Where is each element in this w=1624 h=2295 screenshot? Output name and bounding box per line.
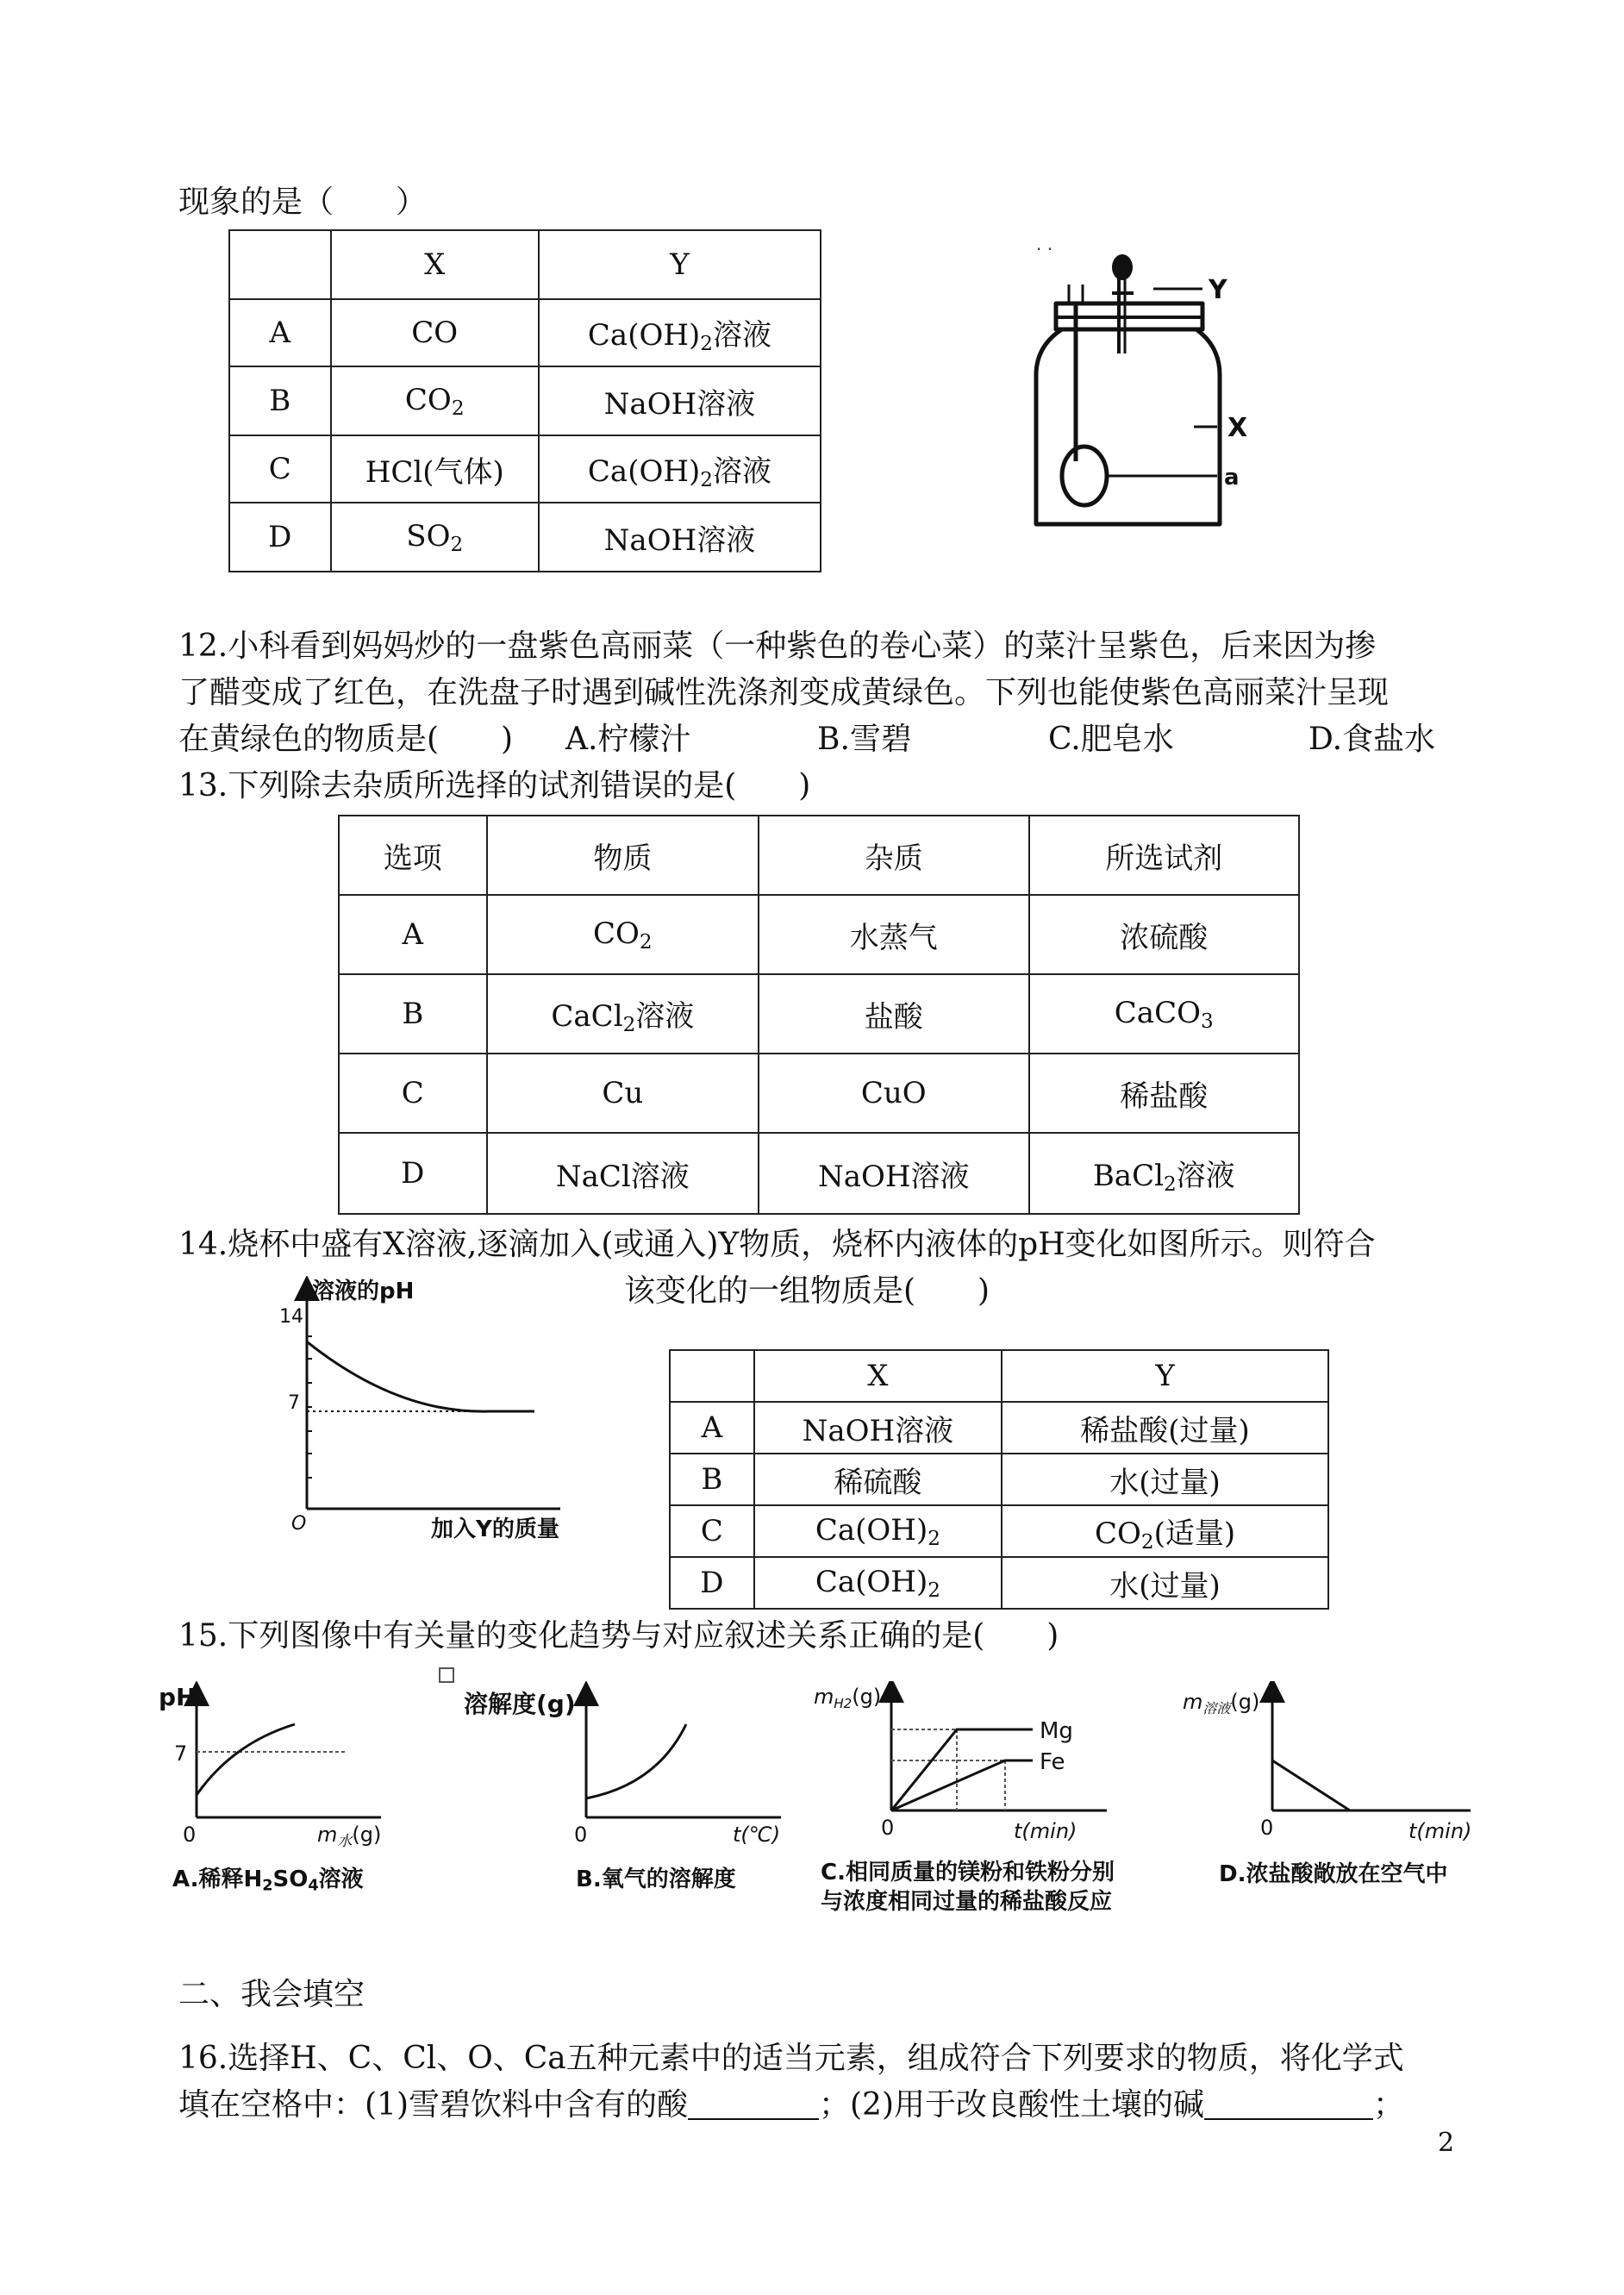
scan-artifact-box	[439, 1667, 454, 1683]
q14-row-a-y: 稀盐酸(过量)	[1002, 1402, 1328, 1454]
q15a-ylabel: pH	[159, 1683, 197, 1711]
q11-row-c-x: HCl(气体)	[331, 435, 539, 503]
q13-row-a-substance	[487, 895, 759, 974]
formula-main: SO	[406, 518, 451, 553]
q15a-tick-7: 7	[174, 1742, 188, 1766]
formula-sub: 2	[928, 1579, 940, 1602]
formula-tail: 溶液	[712, 317, 771, 353]
q14-row-b-y: 水(过量)	[1002, 1454, 1328, 1505]
q15c-caption-line-2: 与浓度相同过量的稀盐酸反应	[821, 1889, 1113, 1915]
q15a-xlabel: $m_水(g)$	[317, 1823, 382, 1850]
formula-sub: 2	[928, 1527, 940, 1550]
q15a-caption: A.稀释$H_2SO_4$溶液	[172, 1867, 364, 1895]
q15d-xlabel: t(min)	[1409, 1819, 1472, 1843]
q16-answer-blank-2[interactable]	[1204, 2089, 1373, 2120]
q13-row-d-impurity: NaOH溶液	[759, 1133, 1028, 1214]
q15d-origin: 0	[1260, 1816, 1274, 1840]
q11-row-d-x	[331, 503, 539, 572]
q12-option-a: A.柠檬汁	[565, 722, 691, 757]
q14-row-c-y	[1002, 1505, 1328, 1557]
q13-row-b-impurity: 盐酸	[759, 974, 1028, 1054]
q16-line-1: 16.选择H、C、Cl、O、Ca五种元素中的适当元素，组成符合下列要求的物质，将化学式	[178, 2041, 1404, 2076]
q13-row-a-impurity: 水蒸气	[759, 895, 1028, 974]
formula-sub: 3	[1200, 1010, 1214, 1033]
formula-main: CO	[404, 382, 452, 417]
formula-sub: 2	[622, 1013, 636, 1036]
q12-option-c: C.肥皂水	[1048, 722, 1174, 757]
q13-row-c-opt: C	[339, 1054, 487, 1133]
q13-row-c-impurity: CuO	[759, 1054, 1028, 1133]
q14-row-b-opt: B	[670, 1454, 754, 1505]
q11-row-c-y	[539, 435, 821, 503]
balloon-a	[1062, 447, 1107, 505]
formula-sub: 2	[700, 332, 713, 355]
q14-chart-xlabel: 加入Y的质量	[431, 1516, 559, 1542]
q14-ph-curve	[307, 1341, 534, 1411]
formula-sub: 2	[450, 533, 464, 556]
formula-main: Ca(OH)	[587, 317, 701, 353]
q15b-caption: B.氧气的溶解度	[576, 1867, 736, 1892]
q14-row-c-x	[754, 1505, 1002, 1557]
q16-blank-1-prompt: 填在空格中：(1)雪碧饮料中含有的酸	[178, 2087, 688, 2123]
q14-chart-ylabel: 溶液的pH	[312, 1279, 415, 1304]
q11-row-b-opt: B	[229, 366, 331, 435]
q11-row-d-y: NaOH溶液	[539, 503, 821, 572]
q13-row-b-substance	[487, 974, 759, 1054]
formula-tail: 溶液	[1176, 1158, 1235, 1193]
apparatus-label-a: a	[1224, 465, 1240, 491]
formula-main: CaCO	[1114, 995, 1201, 1030]
q15b-origin: 0	[574, 1823, 588, 1847]
q13-row-d-reagent	[1029, 1133, 1300, 1214]
q14-header-x: X	[754, 1350, 1002, 1402]
q12-line-1: 12.小科看到妈妈炒的一盘紫色高丽菜（一种紫色的卷心菜）的菜汁呈紫色，后来因为掺	[178, 628, 1377, 664]
gas-bottle-apparatus-diagram	[1017, 233, 1310, 543]
q11-stem-tail: 现象的是（ ）	[178, 184, 428, 220]
q15c-ylabel: $m_{H2}(g)$	[814, 1685, 882, 1711]
q15-stem: 15.下列图像中有关量的变化趋势与对应叙述关系正确的是( )	[178, 1618, 1059, 1654]
formula-main: BaCl	[1092, 1158, 1164, 1193]
q14-chart-tick-14: 14	[279, 1306, 303, 1328]
q11-table	[228, 229, 821, 572]
q11-row-d-opt: D	[229, 503, 331, 572]
q15c-label-mg: Mg	[1040, 1718, 1073, 1744]
q15b-ylabel: 溶解度(g)	[464, 1690, 576, 1718]
q13-row-a-opt: A	[339, 895, 487, 974]
q12-line-3	[178, 719, 513, 760]
q14-header-y: Y	[1002, 1350, 1328, 1402]
q16-line-2	[178, 2085, 1404, 2126]
formula-sub: 2	[639, 930, 653, 954]
q15-graph-a	[155, 1681, 414, 1854]
q15c-xlabel: t(min)	[1014, 1819, 1077, 1843]
q13-header-substance: 物质	[487, 816, 759, 895]
apparatus-label-y: Y	[1209, 275, 1227, 305]
q14-row-d-opt: D	[670, 1557, 754, 1609]
q12-stem-end: 在黄绿色的物质是( )	[178, 722, 514, 757]
q15-graph-b	[457, 1681, 802, 1854]
formula-main: Ca(OH)	[587, 453, 701, 489]
formula-main: CaCl	[551, 998, 623, 1034]
q12-option-b: B.雪碧	[817, 722, 912, 757]
q11-row-b-x	[331, 366, 539, 435]
formula-sub: 2	[1140, 1530, 1154, 1554]
formula-main: Ca(OH)	[815, 1512, 928, 1548]
q15d-ylabel: $m_{溶液}(g)$	[1183, 1690, 1260, 1717]
q16-line-end: ；	[1373, 2087, 1405, 2123]
q16-blank-2-prompt: ；(2)用于改良酸性土壤的碱	[819, 2087, 1204, 2123]
dropper-bulb	[1112, 254, 1133, 280]
ph-change-chart	[276, 1276, 603, 1552]
q11-header-y: Y	[539, 230, 821, 299]
mg-line	[891, 1729, 1033, 1810]
q13-stem: 13.下列除去杂质所选择的试剂错误的是( )	[178, 768, 811, 804]
q13-row-d-opt: D	[339, 1133, 487, 1214]
hcl-mass-line	[1272, 1760, 1350, 1810]
formula-tail: 溶液	[712, 453, 771, 489]
page-number: 2	[1438, 2128, 1455, 2158]
formula-main: CO	[593, 916, 640, 951]
q15c-caption-line-1: C.相同质量的镁粉和铁粉分别	[821, 1860, 1115, 1885]
formula-main: Ca(OH)	[815, 1564, 928, 1599]
q14-line-1: 14.烧杯中盛有X溶液,逐滴加入(或通入)Y物质，烧杯内液体的pH变化如图所示。则符合	[178, 1227, 1376, 1262]
q11-row-a-opt: A	[229, 299, 331, 366]
q15-graph-d	[1177, 1681, 1505, 1854]
q14-row-a-x: NaOH溶液	[754, 1402, 1002, 1454]
q11-row-a-x: CO	[331, 299, 539, 366]
q14-table	[669, 1349, 1329, 1610]
q15-graph-c	[810, 1681, 1138, 1854]
q13-table	[338, 815, 1300, 1215]
formula-sub: 2	[700, 468, 713, 491]
q14-header-blank	[670, 1350, 754, 1402]
formula-tail: (适量)	[1153, 1516, 1236, 1551]
svg-text:. .: . .	[1036, 234, 1053, 254]
formula-sub: 2	[451, 397, 465, 420]
q11-row-c-opt: C	[229, 435, 331, 503]
q13-row-c-reagent: 稀盐酸	[1029, 1054, 1300, 1133]
q13-row-a-reagent: 浓硫酸	[1029, 895, 1300, 974]
q14-row-d-y: 水(过量)	[1002, 1557, 1328, 1609]
q11-header-blank	[229, 230, 331, 299]
q15c-origin: 0	[881, 1816, 895, 1840]
q14-chart-tick-7: 7	[288, 1392, 300, 1414]
q15d-caption: D.浓盐酸敞放在空气中	[1219, 1861, 1448, 1887]
q14-row-c-opt: C	[670, 1505, 754, 1557]
q14-line-2: 该变化的一组物质是( )	[624, 1273, 990, 1309]
q13-header-reagent: 所选试剂	[1029, 816, 1300, 895]
section-2-title: 二、我会填空	[178, 1977, 365, 2012]
q14-chart-origin: O	[291, 1513, 307, 1535]
formula-main: CO	[1094, 1516, 1141, 1551]
q13-header-impurity: 杂质	[759, 816, 1028, 895]
q13-row-d-substance: NaCl溶液	[487, 1133, 759, 1214]
q12-line-2: 了醋变成了红色，在洗盘子时遇到碱性洗涤剂变成黄绿色。下列也能使紫色高丽菜汁呈现	[178, 675, 1390, 710]
q11-row-a-y	[539, 299, 821, 366]
q13-header-option: 选项	[339, 816, 487, 895]
q13-row-b-reagent	[1029, 974, 1300, 1054]
q15a-origin: 0	[183, 1823, 197, 1847]
formula-tail: 溶液	[635, 998, 695, 1034]
apparatus-label-x: X	[1227, 413, 1248, 443]
q11-header-x: X	[331, 230, 539, 299]
q14-row-b-x: 稀硫酸	[754, 1454, 1002, 1505]
q14-row-a-opt: A	[670, 1402, 754, 1454]
q15b-xlabel: t(℃)	[733, 1823, 781, 1847]
q15c-label-fe: Fe	[1040, 1749, 1065, 1775]
q12-option-d: D.食盐水	[1309, 722, 1436, 757]
q13-row-b-opt: B	[339, 974, 487, 1054]
q14-row-d-x	[754, 1557, 1002, 1609]
formula-sub: 2	[1163, 1173, 1177, 1196]
bottle-outline	[1036, 328, 1220, 524]
q16-answer-blank-1[interactable]	[688, 2089, 819, 2120]
q13-row-c-substance: Cu	[487, 1054, 759, 1133]
q11-row-b-y: NaOH溶液	[539, 366, 821, 435]
